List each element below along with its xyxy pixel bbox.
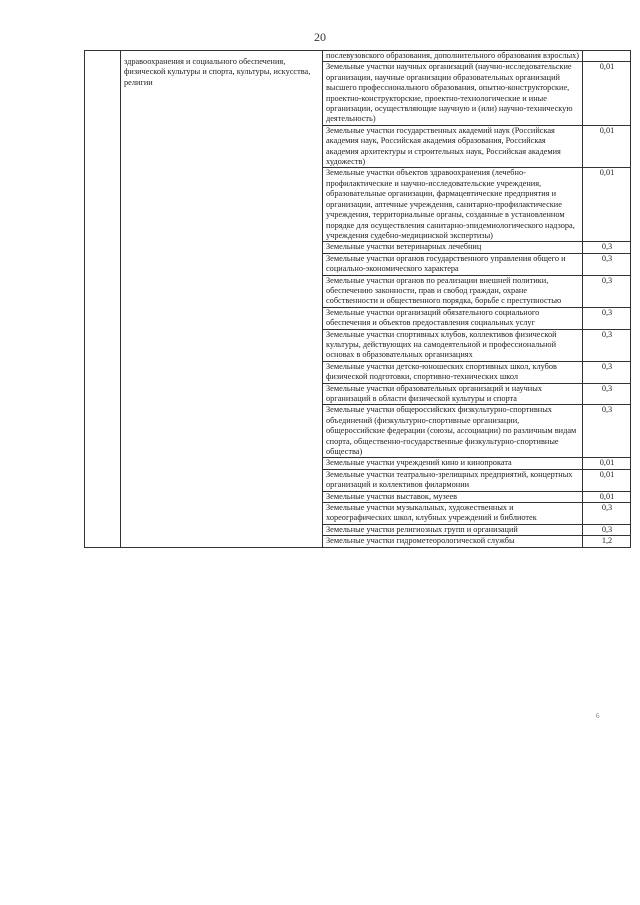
tax-rate: 0,01 — [583, 491, 631, 502]
tax-rate: 0,3 — [583, 253, 631, 275]
land-plot-description: Земельные участки театрально-зрелищных предприятий, концертных организаций и коллективов филармонии — [323, 469, 583, 491]
tax-rate: 0,01 — [583, 469, 631, 491]
land-plot-description: Земельные участки спортивных клубов, коллективов физической культуры, действующих на самодеятельной и профессиональной основах в образовательных организациях — [323, 329, 583, 361]
land-plot-description: Земельные участки ветеринарных лечебниц — [323, 242, 583, 253]
tax-rate: 0,3 — [583, 405, 631, 458]
land-plot-description: Земельные участки организаций обязательного социального обеспечения и объектов предоставления социальных услуг — [323, 307, 583, 329]
land-plot-description: Земельные участки религиозных групп и организаций — [323, 524, 583, 535]
page-number: 20 — [314, 30, 326, 44]
land-plot-description: Земельные участки выставок, музеев — [323, 491, 583, 502]
tax-rate: 0,01 — [583, 458, 631, 469]
tax-rate: 0,3 — [583, 329, 631, 361]
land-plot-description: Земельные участки гидрометеорологической службы — [323, 536, 583, 547]
rates-table-body — [85, 51, 631, 548]
tax-rate: 0,3 — [583, 275, 631, 307]
tax-rate: 0,01 — [583, 125, 631, 168]
tax-rate: 1,2 — [583, 536, 631, 547]
land-plot-description: Земельные участки музыкальных, художественных и хореографических школ, клубных учреждений и библиотек — [323, 503, 583, 525]
table-row — [85, 51, 631, 62]
land-plot-description: Земельные участки учреждений кино и кинопроката — [323, 458, 583, 469]
tax-rate: 0,01 — [583, 168, 631, 242]
land-plot-description: послевузовского образования, дополнительного образования взрослых) — [323, 51, 583, 62]
tax-rate: 0,01 — [583, 62, 631, 125]
land-use-group-cell — [121, 51, 323, 548]
tax-rate: 0,3 — [583, 503, 631, 525]
land-plot-description: Земельные участки объектов здравоохранения (лечебно-профилактические и научно-исследовательские учреждения, образовательные организации, фармацевтические предприятия и организации, аптечные учреждения, санитарно-профилактические учреждения, территориальные органы, созданные в установленном порядке для осуществления санитарно-эпидемиологического надзора, учреждения судебно-медицинской экспертизы) — [323, 168, 583, 242]
tax-rate: 0,3 — [583, 361, 631, 383]
tax-rate — [583, 51, 631, 62]
land-plot-description: Земельные участки образовательных организаций и научных организаций в области физической культуры и спорта — [323, 383, 583, 405]
land-plot-description: Земельные участки органов государственного управления общего и социально-экономического характера — [323, 253, 583, 275]
land-plot-description: Земельные участки общероссийских физкультурно-спортивных объединений (физкультурно-спортивные организации, общероссийские федерации (союзы, ассоциации) по различным видам спорта, общественно-государственные физкультурно-спортивные общества) — [323, 405, 583, 458]
row-number-cell — [85, 51, 121, 548]
land-use-group-text: здравоохранения и социального обеспечения, физической культуры и спорта, культуры, искусства, религии — [124, 57, 311, 87]
land-plot-description: Земельные участки государственных академий наук (Российская академия наук, Российская академия образования, Российская академия архитектуры и строительных наук, Российская академия художеств) — [323, 125, 583, 168]
footer-mark: 6 — [596, 712, 600, 720]
tax-rate: 0,3 — [583, 524, 631, 535]
rates-table — [84, 50, 631, 548]
tax-rate: 0,3 — [583, 307, 631, 329]
tax-rate: 0,3 — [583, 242, 631, 253]
tax-rate: 0,3 — [583, 383, 631, 405]
land-plot-description: Земельные участки органов по реализации внешней политики, обеспечению законности, прав и свобод граждан, охране собственности и общественного порядка, борьбе с преступностью — [323, 275, 583, 307]
land-plot-description: Земельные участки научных организаций (научно-исследовательские организации, научные организации образовательных организаций высшего профессионального образования, опытно-конструкторские, проектно-конструкторские, проектно-технологические и иные организации, осуществляющие научную и (или) научно-техническую деятельность) — [323, 62, 583, 125]
land-plot-description: Земельные участки детско-юношеских спортивных школ, клубов физической подготовки, спортивно-технических школ — [323, 361, 583, 383]
